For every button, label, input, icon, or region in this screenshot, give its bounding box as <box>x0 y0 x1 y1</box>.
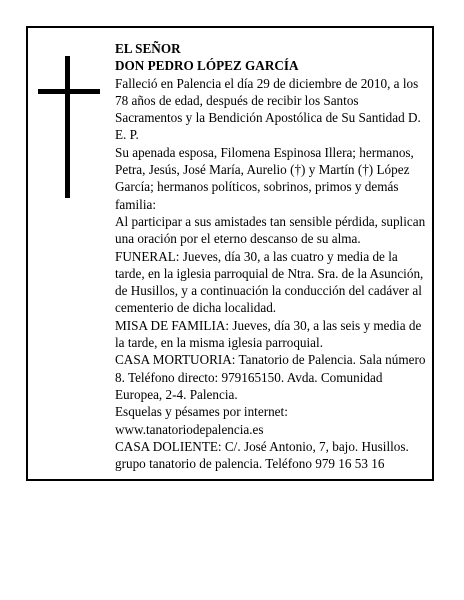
funeral-home-info: CASA MORTUORIA: Tanatorio de Palencia. Sala número 8. Teléfono directo: 979165150. Avda. Comunidad Europea, 2-4. Palencia. <box>115 352 426 402</box>
prayer-request: Al participar a sus amistades tan sensible pérdida, suplican una oración por el eterno descanso de su alma. <box>115 213 426 247</box>
cross-vertical-bar <box>65 56 70 198</box>
family-home-address: CASA DOLIENTE: C/. José Antonio, 7, bajo. Husillos. <box>115 438 409 454</box>
cross-icon <box>38 56 100 198</box>
obituary-notice <box>26 26 434 481</box>
funeral-group-phone: grupo tanatorio de palencia. Teléfono 979 16 53 16 <box>115 456 385 472</box>
funeral-info: FUNERAL: Jueves, día 30, a las cuatro y media de la tarde, en la iglesia parroquial de Ntra. Sra. de la Asunción, de Husillos, y a continuación la conducción del cadáver al cementerio de dicha localidad. <box>115 248 424 316</box>
notice-text <box>115 40 427 472</box>
notice-title: EL SEÑOR <box>115 41 181 56</box>
death-announcement: Falleció en Palencia el día 29 de diciembre de 2010, a los 78 años de edad, después de recibir los Santos Sacramentos y la Bendición Apostólica de Su Santidad D. E. P. <box>115 75 421 143</box>
cross-horizontal-bar <box>38 89 100 94</box>
internet-condolences: Esquelas y pésames por internet: www.tanatoriodepalencia.es <box>115 404 288 437</box>
family-list: Su apenada esposa, Filomena Espinosa Illera; hermanos, Petra, Jesús, José María, Aurelio (†) y Martín (†) López García; hermanos políticos, sobrinos, primos y demás familia: <box>115 144 414 212</box>
family-mass-info: MISA DE FAMILIA: Jueves, día 30, a las seis y media de la tarde, en la misma iglesia parroquial. <box>115 317 422 351</box>
deceased-name: DON PEDRO LÓPEZ GARCÍA <box>115 58 299 74</box>
